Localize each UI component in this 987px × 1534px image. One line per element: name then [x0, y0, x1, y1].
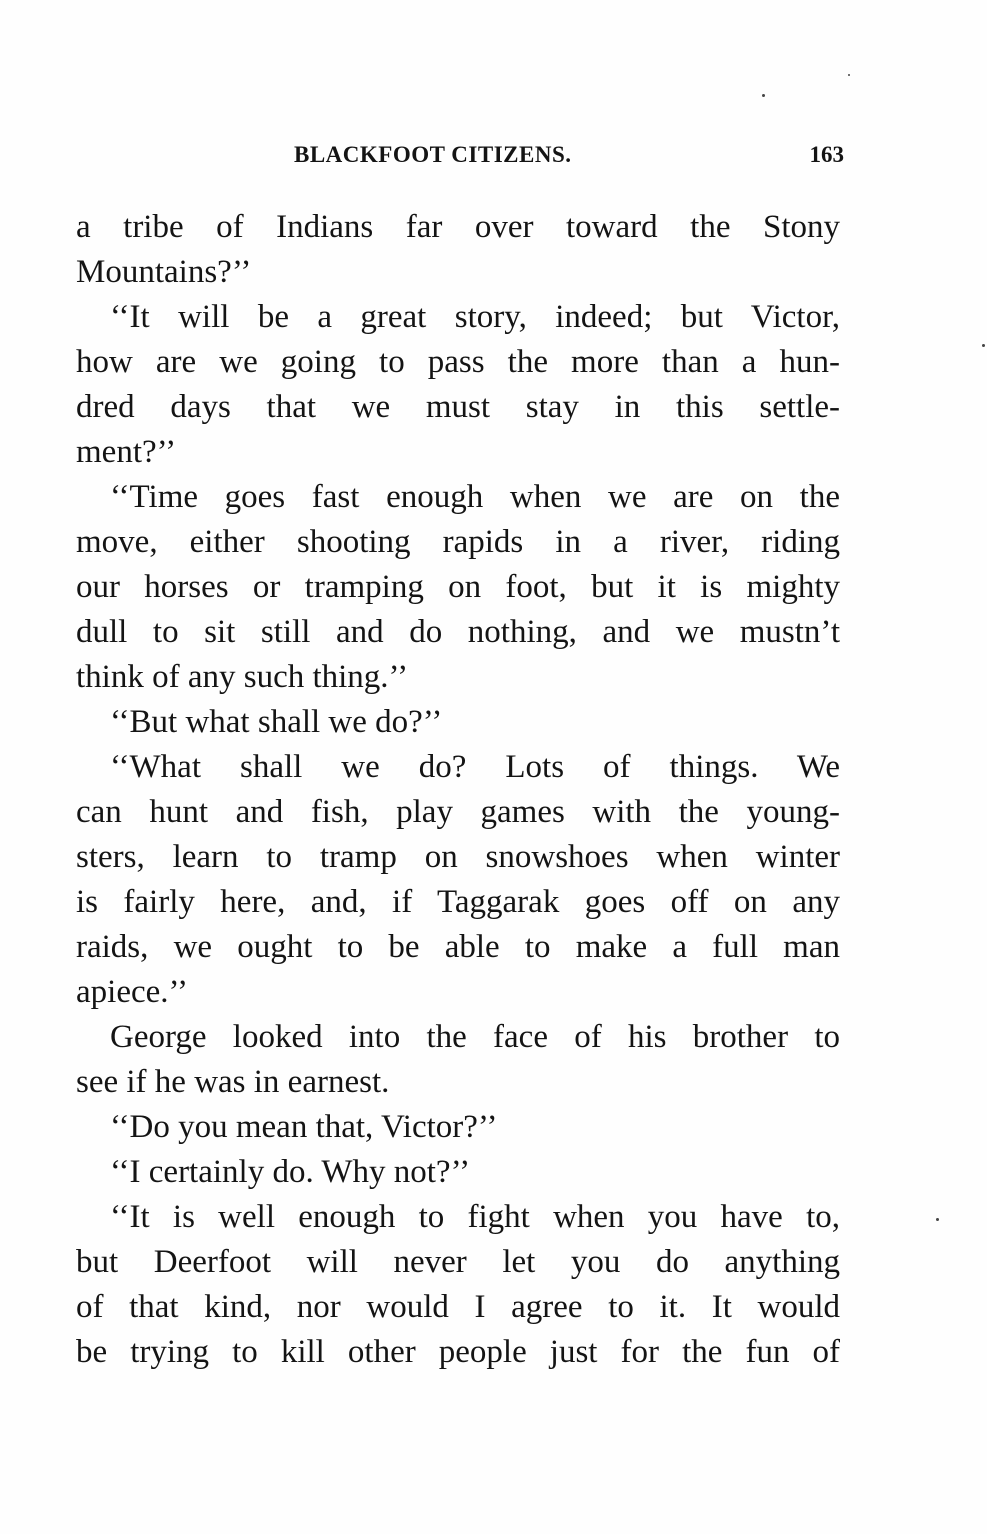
text-line: but Deerfoot will never let you do anything — [76, 1244, 840, 1280]
text-line: sters, learn to tramp on snowshoes when winter — [76, 839, 840, 875]
text-line: think of any such thing.’’ — [76, 659, 409, 695]
text-line: of that kind, nor would I agree to it. It would — [76, 1289, 840, 1325]
text-line: ‘‘What shall we do? Lots of things. We — [110, 749, 840, 785]
scan-speck — [982, 344, 985, 347]
page-number: 163 — [809, 142, 844, 167]
text-line: ment?’’ — [76, 434, 177, 470]
text-line: apiece.’’ — [76, 974, 189, 1010]
scan-speck — [936, 1218, 939, 1221]
text-line: ‘‘It is well enough to fight when you have to, — [110, 1199, 840, 1235]
text-line: our horses or tramping on foot, but it is mighty — [76, 569, 840, 605]
body-text — [76, 205, 840, 1375]
text-line: see if he was in earnest. — [76, 1064, 390, 1100]
text-line: dull to sit still and do nothing, and we mustn’t — [76, 614, 840, 650]
text-line: ‘‘I certainly do. Why not?’’ — [110, 1154, 471, 1190]
running-head — [76, 142, 844, 178]
text-line: is fairly here, and, if Taggarak goes off on any — [76, 884, 840, 920]
text-line: ‘‘It will be a great story, indeed; but Victor, — [110, 299, 840, 335]
text-line: raids, we ought to be able to make a full man — [76, 929, 840, 965]
text-line: George looked into the face of his brother to — [110, 1019, 840, 1055]
text-line: Mountains?’’ — [76, 254, 252, 290]
text-line: can hunt and fish, play games with the young- — [76, 794, 840, 830]
text-line: how are we going to pass the more than a hun- — [76, 344, 840, 380]
text-line: be trying to kill other people just for the fun of — [76, 1334, 840, 1370]
scan-speck — [848, 74, 850, 76]
running-title: BLACKFOOT CITIZENS. — [294, 142, 572, 167]
text-line: move, either shooting rapids in a river, riding — [76, 524, 840, 560]
text-line: a tribe of Indians far over toward the Stony — [76, 209, 840, 245]
text-line: ‘‘Time goes fast enough when we are on the — [110, 479, 840, 515]
text-line: ‘‘Do you mean that, Victor?’’ — [110, 1109, 498, 1145]
scan-speck — [762, 94, 765, 97]
text-line: dred days that we must stay in this settle- — [76, 389, 840, 425]
text-line: ‘‘But what shall we do?’’ — [110, 704, 443, 740]
